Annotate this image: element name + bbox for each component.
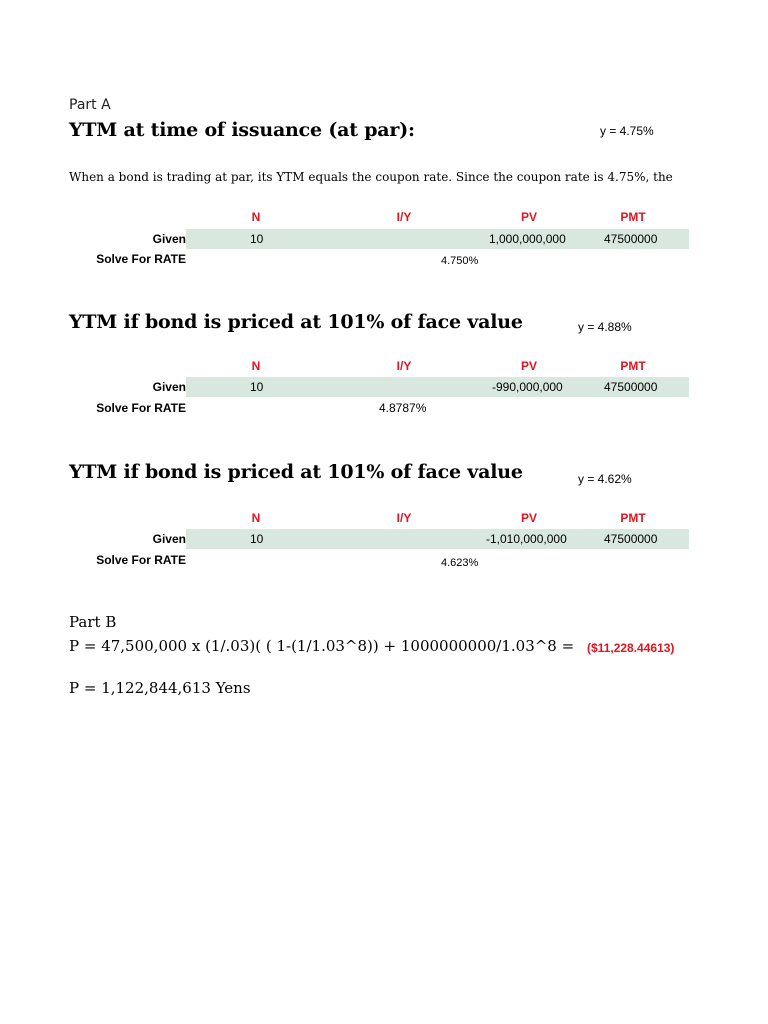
section1-heading: YTM at time of issuance (at par):: [69, 119, 415, 141]
section2-result: y = 4.88%: [578, 320, 632, 334]
part-b-formula: P = 47,500,000 x (1/.03)( ( 1-(1/1.03^8)) + 1000000000/1.03^8 =: [69, 637, 575, 655]
header-n: N: [251, 359, 261, 373]
given-pmt: 47500000: [604, 380, 658, 394]
header-pmt: PMT: [620, 359, 646, 373]
part-b-formula-result: ($11,228.44613): [587, 641, 675, 655]
header-iy: I/Y: [396, 511, 412, 525]
section3-result: y = 4.62%: [578, 472, 632, 486]
given-n: 10: [250, 380, 264, 394]
header-iy: I/Y: [396, 210, 412, 224]
header-pmt: PMT: [620, 511, 646, 525]
section1-intro: When a bond is trading at par, its YTM equals the coupon rate. Since the coupon rate is 4.75%, the: [69, 170, 673, 184]
given-pmt: 47500000: [604, 232, 658, 246]
solve-label: Solve For RATE: [96, 553, 186, 567]
header-iy: I/Y: [396, 359, 412, 373]
header-pv: PV: [520, 359, 537, 373]
given-label: Given: [152, 532, 186, 546]
part-a-label: Part A: [69, 97, 111, 113]
given-n: 10: [250, 532, 264, 546]
part-b-label: Part B: [69, 613, 117, 631]
header-pv: PV: [520, 511, 537, 525]
section2-heading: YTM if bond is priced at 101% of face value: [69, 311, 523, 333]
given-pv: 1,000,000,000: [489, 232, 566, 246]
header-n: N: [251, 210, 261, 224]
given-pv: -1,010,000,000: [486, 532, 567, 546]
given-pv: -990,000,000: [492, 380, 563, 394]
rate-value: 4.623%: [441, 557, 479, 569]
header-pmt: PMT: [620, 210, 646, 224]
section3-heading: YTM if bond is priced at 101% of face value: [69, 461, 523, 483]
rate-value: 4.750%: [441, 255, 479, 267]
given-label: Given: [152, 232, 186, 246]
solve-label: Solve For RATE: [96, 401, 186, 415]
rate-value: 4.8787%: [379, 401, 427, 415]
header-n: N: [251, 511, 261, 525]
given-label: Given: [152, 380, 186, 394]
part-b-answer: P = 1,122,844,613 Yens: [69, 679, 251, 697]
header-pv: PV: [520, 210, 537, 224]
given-n: 10: [250, 232, 264, 246]
solve-label: Solve For RATE: [96, 252, 186, 266]
given-pmt: 47500000: [604, 532, 658, 546]
section1-result: y = 4.75%: [600, 124, 654, 138]
